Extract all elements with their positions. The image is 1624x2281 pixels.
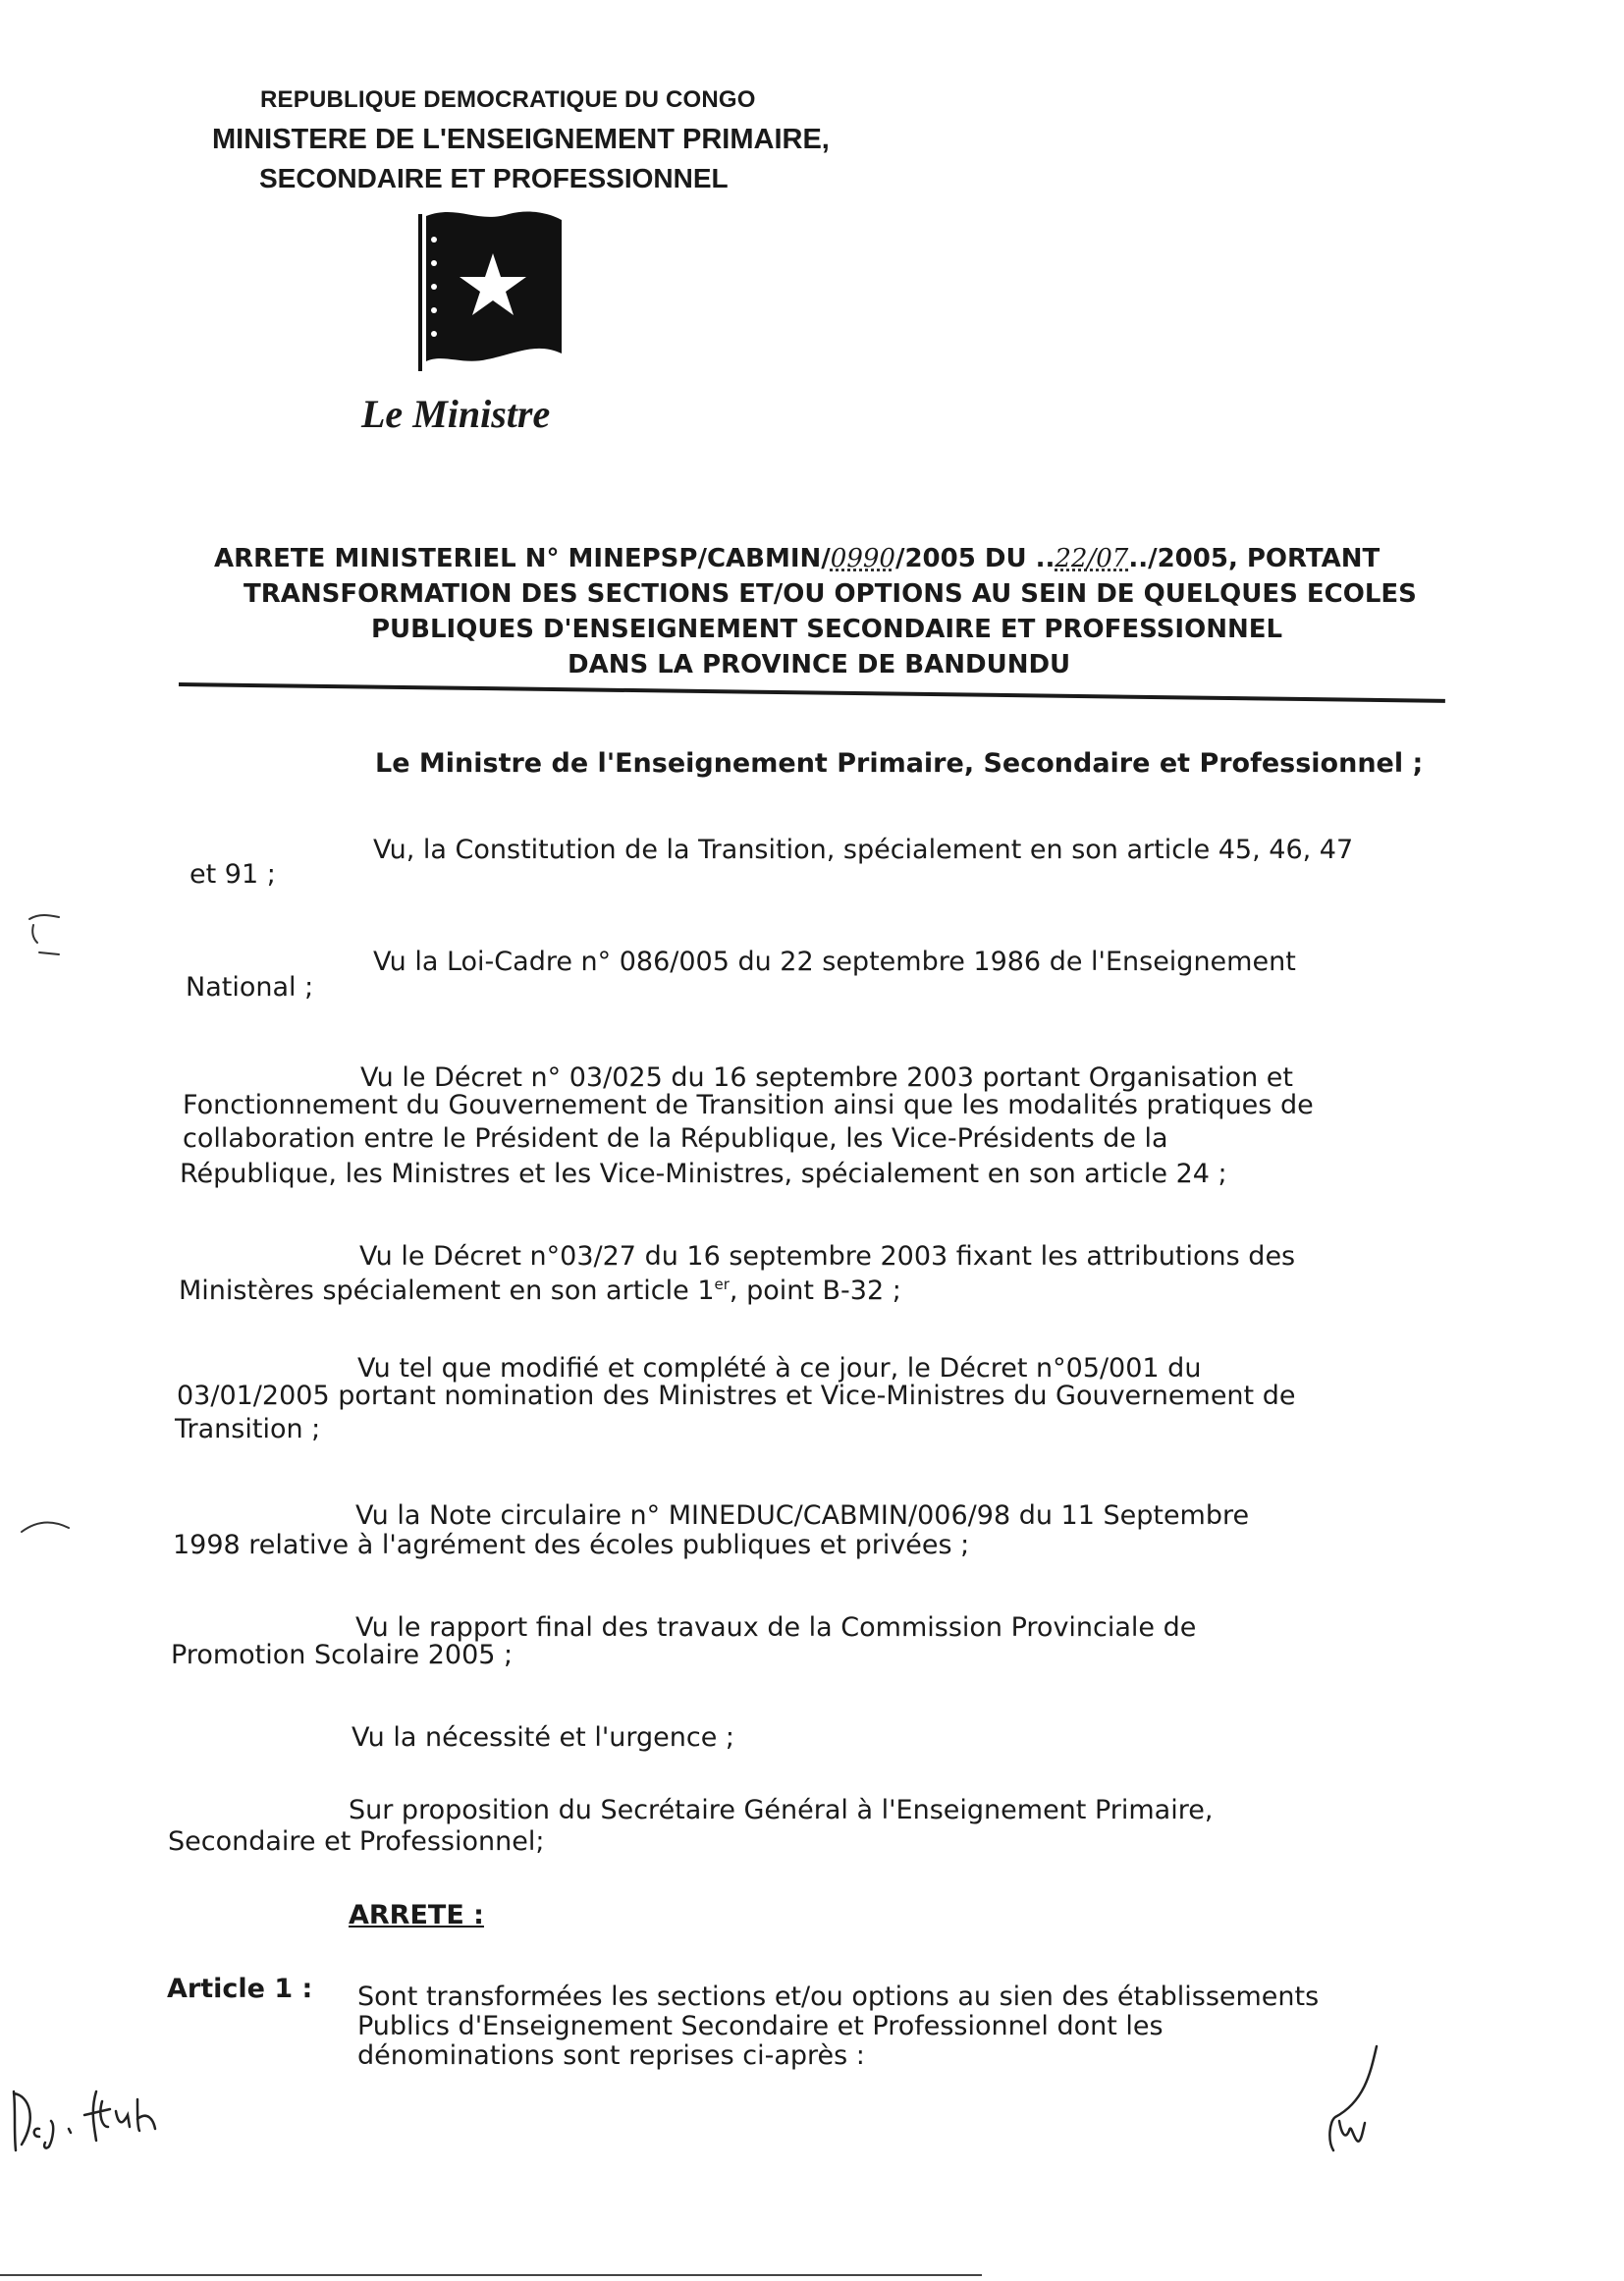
margin-mark-1: [20, 903, 79, 962]
arrete-title-line4: DANS LA PROVINCE DE BANDUNDU: [568, 650, 1071, 679]
title-underline-rule: [179, 682, 1445, 703]
vu-decret-0327-superscript: er: [714, 1276, 730, 1293]
vu-rapport-final-line2: Promotion Scolaire 2005 ;: [171, 1640, 514, 1670]
vu-decret-03025-line4: République, les Ministres et les Vice-Ministres, spécialement en son article 24 ;: [180, 1159, 1227, 1189]
bottom-edge-rule: [0, 2274, 982, 2276]
article1-line3: dénominations sont reprises ci-après :: [357, 2040, 865, 2071]
vu-decret-05001-line3: Transition ;: [175, 1414, 321, 1444]
arrete-title-mid: /2005 DU ..: [894, 544, 1056, 573]
arrete-date-handwritten: 22/07: [1055, 544, 1129, 573]
handwritten-annotation-left: [0, 2072, 196, 2170]
vu-constitution-line2: et 91 ;: [189, 859, 276, 890]
vu-decret-0327-line2: [179, 1267, 901, 1309]
vu-decret-0327-line2-end: , point B-32 ;: [729, 1276, 901, 1306]
vu-constitution-line1: Vu, la Constitution de la Transition, spécialement en son article 45, 46, 47: [373, 835, 1354, 865]
vu-decret-0327-line2-text: Ministères spécialement en son article 1: [179, 1276, 715, 1306]
vu-decret-03025-line2: Fonctionnement du Gouvernement de Transition ainsi que les modalités pratiques de: [183, 1090, 1314, 1120]
article1-line2: Publics d'Enseignement Secondaire et Professionnel dont les: [357, 2011, 1164, 2041]
ministry-heading-line1: MINISTERE DE L'ENSEIGNEMENT PRIMAIRE,: [212, 124, 830, 155]
article1-line1: Sont transformées les sections et/ou options au sien des établissements: [357, 1982, 1320, 2012]
vu-decret-03025-line3: collaboration entre le Président de la République, les Vice-Présidents de la: [183, 1123, 1168, 1154]
vu-loi-cadre-line2: National ;: [186, 972, 314, 1003]
vu-decret-03025-line1: Vu le Décret n° 03/025 du 16 septembre 2003 portant Organisation et: [360, 1062, 1294, 1093]
margin-mark-2: [18, 1512, 77, 1542]
arrete-title-line1: [214, 544, 1380, 573]
handwritten-initials-right: [1316, 2042, 1394, 2160]
arrete-title-line2: TRANSFORMATION DES SECTIONS ET/OU OPTIONS AU SEIN DE QUELQUES ECOLES: [244, 579, 1417, 609]
vu-decret-0327-line1: Vu le Décret n°03/27 du 16 septembre 2003 fixant les attributions des: [359, 1241, 1296, 1272]
arrete-heading: ARRETE :: [349, 1900, 484, 1930]
arrete-title-prefix: ARRETE MINISTERIEL N° MINEPSP/CABMIN/: [214, 544, 831, 573]
vu-note-circulaire-line1: Vu la Note circulaire n° MINEDUC/CABMIN/006/98 du 11 Septembre: [355, 1500, 1250, 1531]
sur-proposition-line1: Sur proposition du Secrétaire Général à l'Enseignement Primaire,: [349, 1795, 1214, 1825]
body-lead: Le Ministre de l'Enseignement Primaire, Secondaire et Professionnel ;: [375, 748, 1424, 779]
arrete-number-handwritten: 0990: [830, 544, 895, 573]
vu-decret-05001-line1: Vu tel que modifié et complété à ce jour, le Décret n°05/001 du: [357, 1353, 1202, 1384]
vu-loi-cadre-line1: Vu la Loi-Cadre n° 086/005 du 22 septembre 1986 de l'Enseignement: [373, 947, 1296, 977]
sur-proposition-line2: Secondaire et Professionnel;: [168, 1826, 545, 1857]
vu-note-circulaire-line2: 1998 relative à l'agrément des écoles publiques et privées ;: [173, 1530, 970, 1560]
article1-label: Article 1 :: [167, 1974, 313, 2004]
minister-signatory-title: Le Ministre: [361, 392, 551, 436]
vu-rapport-final-line1: Vu le rapport final des travaux de la Commission Provinciale de: [355, 1612, 1197, 1643]
republic-heading: REPUBLIQUE DEMOCRATIQUE DU CONGO: [260, 86, 756, 113]
arrete-title-line3: PUBLIQUES D'ENSEIGNEMENT SECONDAIRE ET PROFESSIONNEL: [371, 615, 1283, 644]
vu-necessite: Vu la nécessité et l'urgence ;: [352, 1722, 734, 1753]
vu-decret-05001-line2: 03/01/2005 portant nomination des Ministres et Vice-Ministres du Gouvernement de: [177, 1381, 1296, 1411]
ministry-heading-line2: SECONDAIRE ET PROFESSIONNEL: [259, 163, 729, 193]
arrete-title-suffix: ../2005, PORTANT: [1128, 544, 1380, 573]
drc-flag-emblem: [418, 206, 568, 383]
